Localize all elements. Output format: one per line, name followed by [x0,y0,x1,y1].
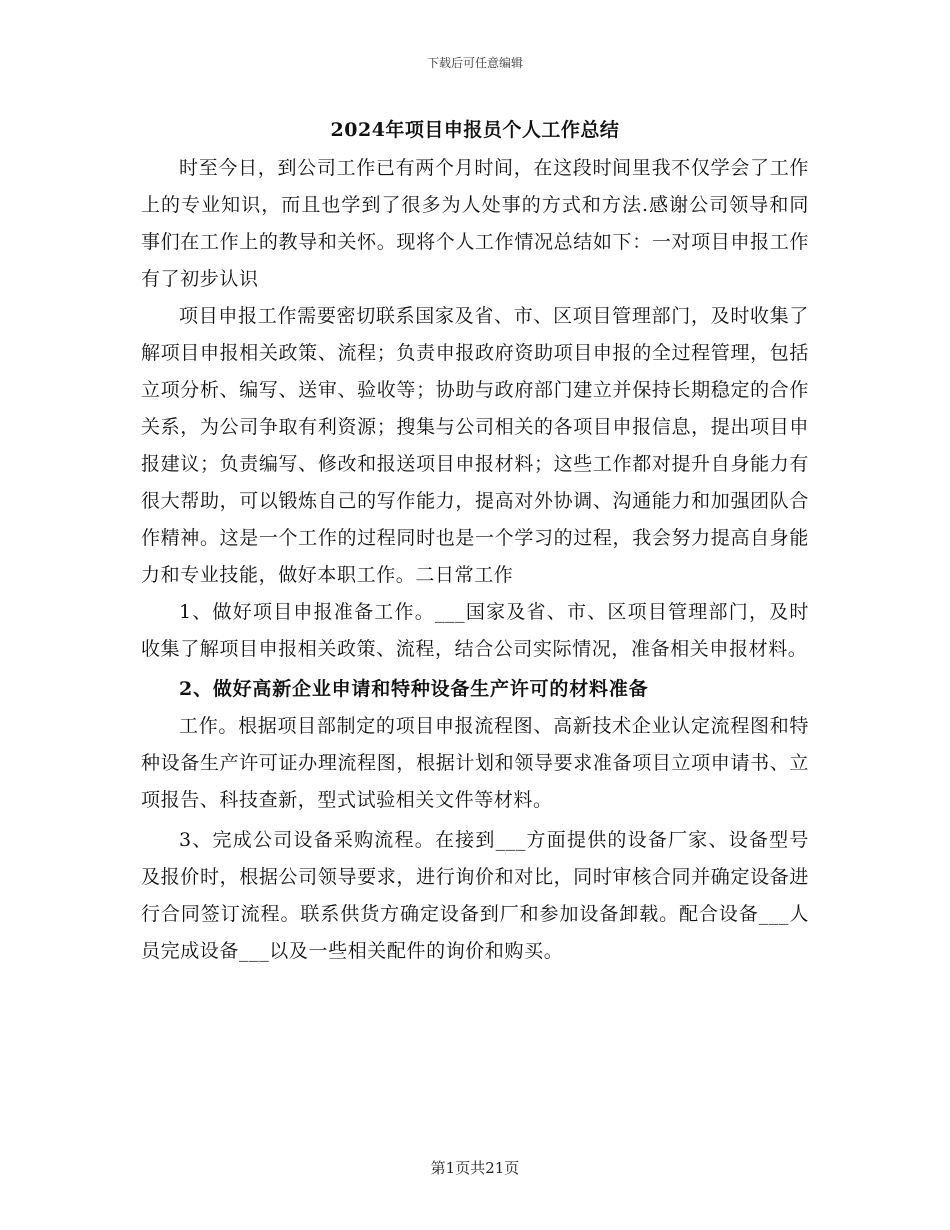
paragraph-intro: 时至今日，到公司工作已有两个月时间，在这段时间里我不仅学会了工作上的专业知识，而且也学到了很多为人处事的方式和方法.感谢公司领导和同事们在工作上的教导和关怀。现将个人工作情况总结如下：一对项目申报工作有了初步认识 [141,157,809,290]
page-header-note: 下载后可任意编辑 [426,56,523,70]
document-body [141,150,809,970]
paragraph-item-3: 3、完成公司设备采购流程。在接到___方面提供的设备厂家、设备型号及报价时，根据公司领导要求，进行询价和对比，同时审核合同并确定设备进行合同签订流程。联系供货方确定设备到厂和参加设备卸载。配合设备___人员完成设备___以及一些相关配件的询价和购买。 [141,829,809,962]
paragraph-project-declaration: 项目申报工作需要密切联系国家及省、市、区项目管理部门，及时收集了解项目申报相关政策、流程；负责申报政府资助项目申报的全过程管理，包括立项分析、编写、送审、验收等；协助与政府部门建立并保持长期稳定的合作关系，为公司争取有利资源；搜集与公司相关的各项目申报信息，提出项目申报建议；负责编写、修改和报送项目申报材料；这些工作都对提升自身能力有很大帮助，可以锻炼自己的写作能力，提高对外协调、沟通能力和加强团队合作精神。这是一个工作的过程同时也是一个学习的过程，我会努力提高自身能力和专业技能，做好本职工作。二日常工作 [141,305,809,586]
paragraph-item-2-body: 工作。根据项目部制定的项目申报流程图、高新技术企业认定流程图和特种设备生产许可证办理流程图，根据计划和领导要求准备项目立项申请书、立项报告、科技查新，型式试验相关文件等材料。 [141,715,809,811]
page-number-footer: 第1页共21页 [430,1159,520,1177]
document-title: 2024年项目申报员个人工作总结 [330,119,620,141]
paragraph-item-1: 1、做好项目申报准备工作。___国家及省、市、区项目管理部门，及时收集了解项目申报相关政策、流程，结合公司实际情况，准备相关申报材料。 [141,601,809,660]
subheading-item-2: 2、做好高新企业申请和特种设备生产许可的材料准备 [179,678,649,700]
